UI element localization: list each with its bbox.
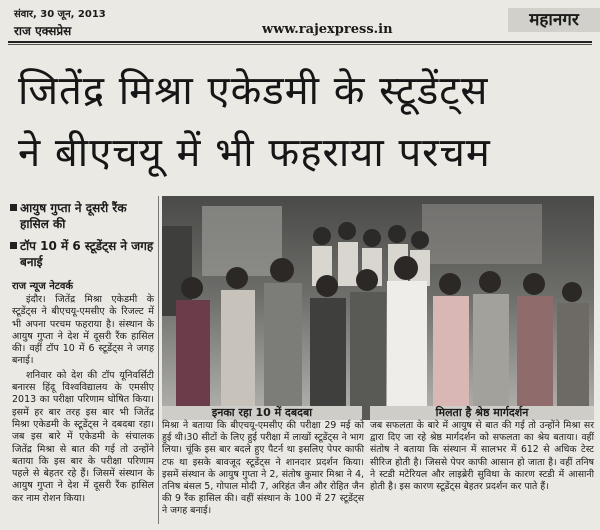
issue-date: संवार, 30 जून, 2013 [14, 9, 106, 20]
bullet-square-icon [10, 204, 17, 211]
caption-right: मिलता है श्रेष्ठ मार्गदर्शन [370, 406, 594, 420]
highlight-item [10, 200, 156, 232]
headline-line-2: ने बीएचयू में भी फहराया परचम [18, 130, 491, 176]
headline [18, 60, 588, 184]
highlight-text: आयुष गुप्ता ने दूसरी रैंक हासिल की [20, 201, 127, 231]
masthead [0, 0, 600, 46]
news-bureau: राज न्यूज नेटवर्क [12, 281, 74, 292]
left-column [6, 200, 156, 520]
article-paragraph: इंदौर। जितेंद्र मिश्रा एकेडमी के स्टूडेंट्स ने बीएचयू-एमसीए के रिजल्ट में भी अपना परचम फहराया है। संस्थान के आयुष गुप्ता ने देश में दूसरी रैंक हासिल की। वहीं टॉप 10 में 6 स्टूडेंट्स ने जगह बनाई। [12, 294, 154, 367]
bottom-left-text: मिश्रा ने बताया कि बीएचयू-एमसीए की परीक्षा 29 मई को हुई थी।30 सीटों के लिए हुई परीक्षा में लाखों स्टूडेंट्स ने भाग लिया। चूंकि इस बार बदले हुए पैटर्न था इसलिए पेपर काफी टफ था इसके बावजूद स्टूडेंट्स ने शानदार प्रदर्शन किया। इसमें संस्थान के आयुष गुप्ता ने 2, संतोष कुमार मिश्रा ने 4, तनिष बंसल 5, गोपाल मोदी 7, अरिहंत जैन और रोहित जैन की 9 रैंक हासिल की। वहीं संस्थान के 100 में 27 स्टूडेंट्स ने जगह बनाई। [162, 420, 364, 517]
article-body [12, 294, 154, 505]
highlight-text: टॉप 10 में 6 स्टूडेंट्स ने जगह बनाई [20, 239, 154, 269]
website-url: www.rajexpress.in [262, 22, 393, 37]
highlight-item [10, 238, 156, 270]
students-group-photo [162, 196, 594, 420]
group-photo [162, 196, 594, 420]
column-divider [158, 196, 159, 524]
bottom-right-text: जब सफलता के बारे में आयुष से बात की गई तो उन्होंने मिश्रा सर द्वारा दिए जा रहे श्रेष्ठ मार्गदर्शन को सफलता का श्रेय बताया। वहीं संतोष ने बताया कि संस्थान में सालभर में 612 से अधिक टेस्ट सीरिज होती है। जिससे पेपर काफी आसान हो जाता है। वहीं तनिष ने स्टडी मटेरियल और लाइब्रेरी सुविधा के कारण स्टडी में आसानी होती है। इस कारण स्टूडेंट्स बेहतर प्रदर्शन कर पाते हैं। [370, 420, 594, 493]
caption-left: इनका रहा 10 में दबदबा [162, 406, 362, 420]
masthead-rule [8, 41, 592, 43]
newspaper-name: राज एक्सप्रेस [14, 24, 72, 38]
section-label: महानगर [508, 8, 600, 32]
bullet-square-icon [10, 242, 17, 249]
article-paragraph: शनिवार को देश की टॉप यूनिवर्सिटी बनारस हिंदू विश्वविद्यालय के एमसीए 2013 का परीक्षा परिणाम घोषित किया। इसमें हर बार तरह इस बार भी जितेंद्र मिश्रा एकेडमी के स्टूडेंट्स ने दबदबा रहा। जब इस बारे में एकेडमी के संचालक जितेंद्र मिश्रा से बात की गई तो उन्होंने बताया कि इस बार के परीक्षा परिणाम पहले से बेहतर रहे हैं। जिसमें संस्थान के आयुष गुप्ता ने देश में दूसरी रैंक हासिल कर नाम रोशन किया। [12, 369, 154, 504]
headline-line-1: जितेंद्र मिश्रा एकेडमी के स्टूडेंट्स [18, 68, 489, 114]
masthead-rule-thin [8, 44, 592, 45]
